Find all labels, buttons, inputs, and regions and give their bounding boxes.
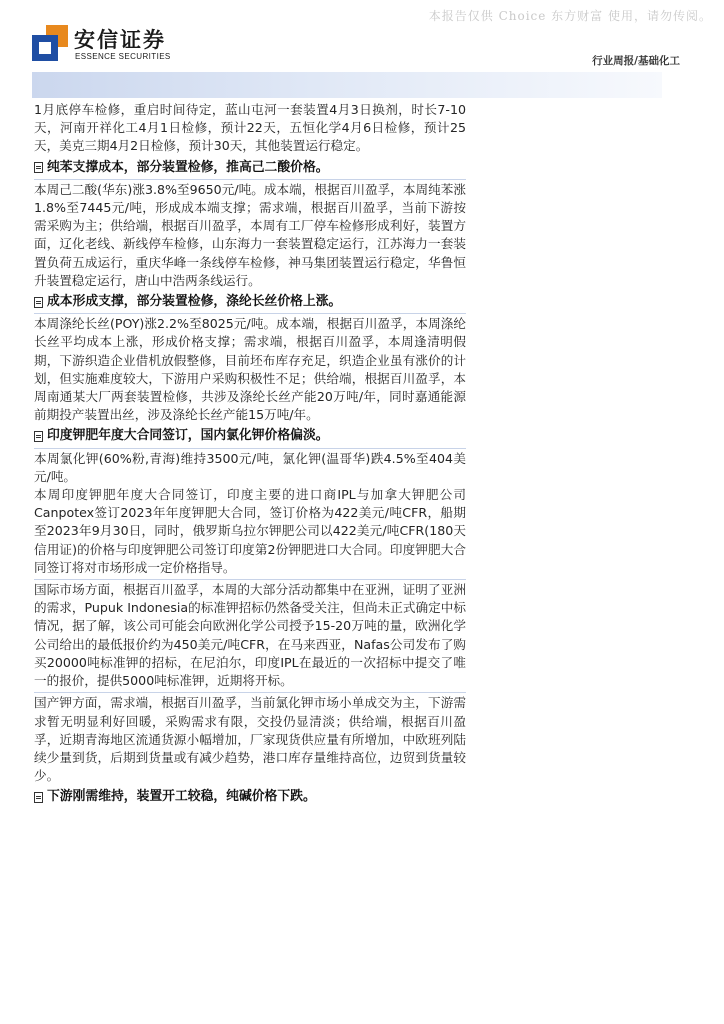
list-icon (34, 431, 43, 442)
section-heading-potash (34, 427, 466, 445)
logo-english-name: ESSENCE SECURITIES (75, 52, 171, 61)
divider (34, 179, 466, 180)
list-icon (34, 792, 43, 803)
divider (34, 579, 466, 580)
section-heading-polyester-filament (34, 293, 466, 311)
international-market-paragraph: 国际市场方面，根据百川盈孚，本周的大部分活动都集中在亚洲，证明了亚洲的需求，Pupuk Indonesia的标准钾招标仍然备受关注，但尚未正式确定中标情况，据了解，该公司可能会向欧洲化学公司授予15-20万吨的量，欧洲化学公司给出的最低报价约为450美元/吨CFR，在马来西亚，Nafas公司发布了购买20000吨标准钾的招标，在尼泊尔，印度IPL在最近的一次招标中提交了唯一的报价，提供5000吨标准钾，近期将开标。 (34, 582, 466, 689)
list-icon (34, 162, 43, 173)
logo-mark-icon (32, 25, 68, 61)
section-heading-text: 印度钾肥年度大合同签订，国内氯化钾价格偏淡。 (47, 428, 329, 444)
report-type-label: 行业周报/基础化工 (592, 55, 680, 67)
section-heading-text: 下游刚需维持，装置开工较稳，纯碱价格下跌。 (47, 789, 316, 805)
divider (34, 313, 466, 314)
section-heading-adipic-acid (34, 159, 466, 177)
divider (34, 448, 466, 449)
section-heading-text: 纯苯支撑成本，部分装置检修，推高己二酸价格。 (47, 159, 329, 175)
watermark: 本报告仅供 Choice 东方财富 使用，请勿传阅。 (428, 9, 712, 23)
section-heading-text: 成本形成支撑，部分装置检修，涤纶长丝价格上涨。 (47, 294, 342, 310)
divider (34, 692, 466, 693)
logo-chinese-name: 安信证券 (74, 28, 166, 52)
company-logo (32, 23, 192, 65)
polyester-filament-paragraph: 本周涤纶长丝(POY)涨2.2%至8025元/吨。成本端，根据百川盈孚，本周涤纶长丝平均成本上涨，形成价格支撑；需求端，根据百川盈孚，本周逢清明假期，下游织造企业借机放假整修，目前坯布库存充足，织造企业虽有涨价的计划，但实施难度较大，下游用户采购积极性不足；供给端，根据百川盈孚，本周南通某大厂两套装置检修，共涉及涤纶长丝产能20万吨/年，同时嘉通能源前期投产装置出丝，涉及涤纶长丝产能15万吨/年。 (34, 316, 466, 423)
report-body (34, 101, 466, 808)
section-heading-soda-ash (34, 788, 466, 806)
intro-paragraph: 1月底停车检修，重启时间待定，蓝山屯河一套装置4月3日换剂，时长7-10天，河南开祥化工4月1日检修，预计22天，五恒化学4月6日检修，预计25天，美克三期4月2日检修，预计30天，其他装置运行稳定。 (34, 102, 466, 154)
potash-price-paragraph: 本周氯化钾(60%粉,青海)维持3500元/吨，氯化钾(温哥华)跌4.5%至404美元/吨。 (34, 450, 466, 484)
list-icon (34, 297, 43, 308)
header-band (32, 72, 662, 98)
domestic-potash-paragraph: 国产钾方面，需求端，根据百川盈孚，当前氯化钾市场小单成交为主，下游需求暂无明显利好回暖，采购需求有限，交投仍显清淡；供给端，根据百川盈孚，近期青海地区流通货源小幅增加，厂家现货供应量有所增加，中欧班列陆续少量到货，后期到货量或有减少趋势，港口库存量维持高位，边贸到货量较少。 (34, 695, 466, 784)
india-contract-paragraph: 本周印度钾肥年度大合同签订，印度主要的进口商IPL与加拿大钾肥公司Canpotex签订2023年年度钾肥大合同，签订价格为422美元/吨CFR，船期至2023年9月30日，同时，俄罗斯乌拉尔钾肥公司以422美元/吨CFR(180天信用证)的价格与印度钾肥公司签订印度第2份钾肥进口大合同。印度钾肥大合同签订将对市场形成一定价格指导。 (34, 487, 466, 575)
adipic-acid-paragraph: 本周己二酸(华东)涨3.8%至9650元/吨。成本端，根据百川盈孚，本周纯苯涨1.8%至7445元/吨，形成成本端支撑；需求端，根据百川盈孚，当前下游按需采购为主；供给端，根据百川盈孚，本周有工厂停车检修形成利好，装置方面，辽化老线、新线停车检修，山东海力一套装置稳定运行，江苏海力一套装置负荷五成运行，重庆华峰一条线停车检修，神马集团装置运行稳定，华鲁恒升装置稳定运行，唐山中浩两条线运行。 (34, 181, 466, 288)
